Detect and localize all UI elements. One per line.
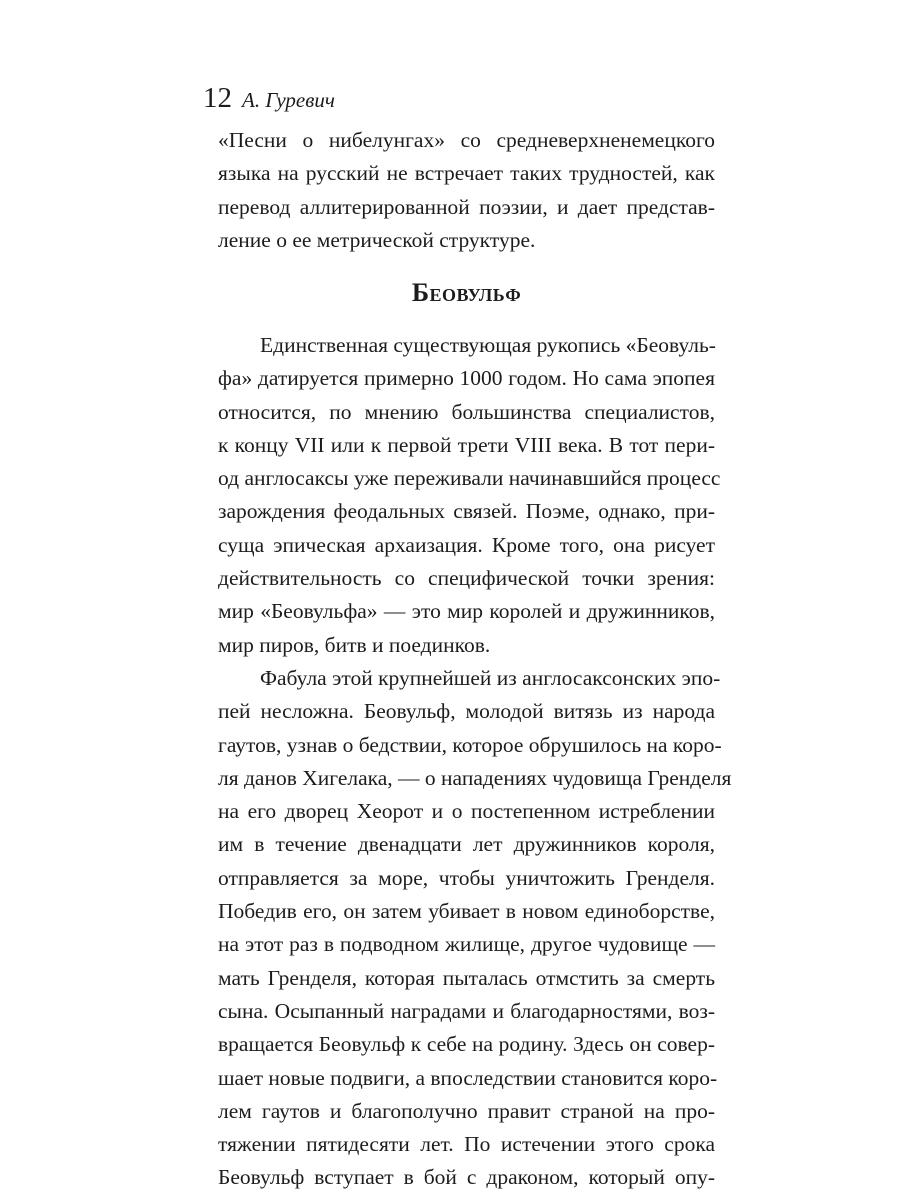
text-line: действительность со специфической точки зрения:: [218, 566, 715, 591]
page-number: 12: [203, 82, 232, 114]
intro-paragraph: [218, 124, 715, 257]
paragraph-2: [218, 662, 732, 1195]
text-line: фа» датируется примерно 1000 годом. Но сама эпопея: [218, 366, 715, 391]
text-line: мать Гренделя, которая пыталась отмстить за смерть: [218, 965, 715, 990]
text-line: тяжении пятидесяти лет. По истечении этого срока: [218, 1132, 715, 1157]
text-line: на его дворец Хеорот и о постепенном истреблении: [218, 799, 715, 824]
text-line: Беовульф вступает в бой с драконом, который опу-: [218, 1165, 715, 1190]
text-line: суща эпическая архаизация. Кроме того, она рисует: [218, 532, 715, 557]
running-head-author: А. Гуревич: [242, 88, 335, 112]
text-line: шает новые подвиги, а впоследствии становится коро-: [218, 1065, 718, 1090]
text-line: языка на русский не встречает таких трудностей, как: [218, 161, 715, 186]
text-line: Фабула этой крупнейшей из англосаксонских эпо-: [260, 665, 721, 690]
text-line: им в течение двенадцати лет дружинников короля,: [218, 832, 715, 857]
text-line: Победив его, он затем убивает в новом единоборстве,: [218, 899, 715, 924]
running-head: [203, 82, 335, 122]
text-line: отправляется за море, чтобы уничтожить Гренделя.: [218, 865, 715, 890]
section-body: [218, 329, 732, 1195]
text-line: Единственная существующая рукопись «Беовуль-: [260, 333, 716, 357]
text-line: мир «Беовульфа» — это мир королей и дружинников,: [218, 599, 715, 624]
paragraph-1: [218, 329, 721, 662]
text-line: на этот раз в подводном жилище, другое чудовище —: [218, 932, 715, 957]
text-line: пей несложна. Беовульф, молодой витязь из народа: [218, 699, 715, 724]
text-line: ля данов Хигелака, — о нападениях чудовища Гренделя: [218, 765, 732, 790]
text-line: относится, по мнению большинства специалистов,: [218, 399, 715, 424]
section-title: Беовульф: [411, 278, 522, 307]
text-line: ление о ее метрической структуре.: [218, 227, 536, 252]
text-line: зарождения феодальных связей. Поэме, однако, при-: [218, 499, 715, 524]
text-line: вращается Беовульф к себе на родину. Здесь он совер-: [218, 1032, 715, 1057]
text-line: сына. Осыпанный наградами и благодарностями, воз-: [218, 998, 715, 1023]
text-line: «Песни о нибелунгах» со средневерхненемецкого: [218, 128, 715, 152]
text-line: мир пиров, битв и поединков.: [218, 632, 491, 657]
text-line: лем гаутов и благополучно правит страной на про-: [218, 1098, 715, 1123]
text-line: од англосаксы уже переживали начинавшийся процесс: [218, 466, 721, 491]
text-line: перевод аллитерированной поэзии, и дает представ-: [218, 194, 715, 219]
text-line: к концу VII или к первой трети VIII века. В тот пери-: [218, 432, 715, 457]
text-line: гаутов, узнав о бедствии, которое обрушилось на коро-: [218, 732, 722, 757]
